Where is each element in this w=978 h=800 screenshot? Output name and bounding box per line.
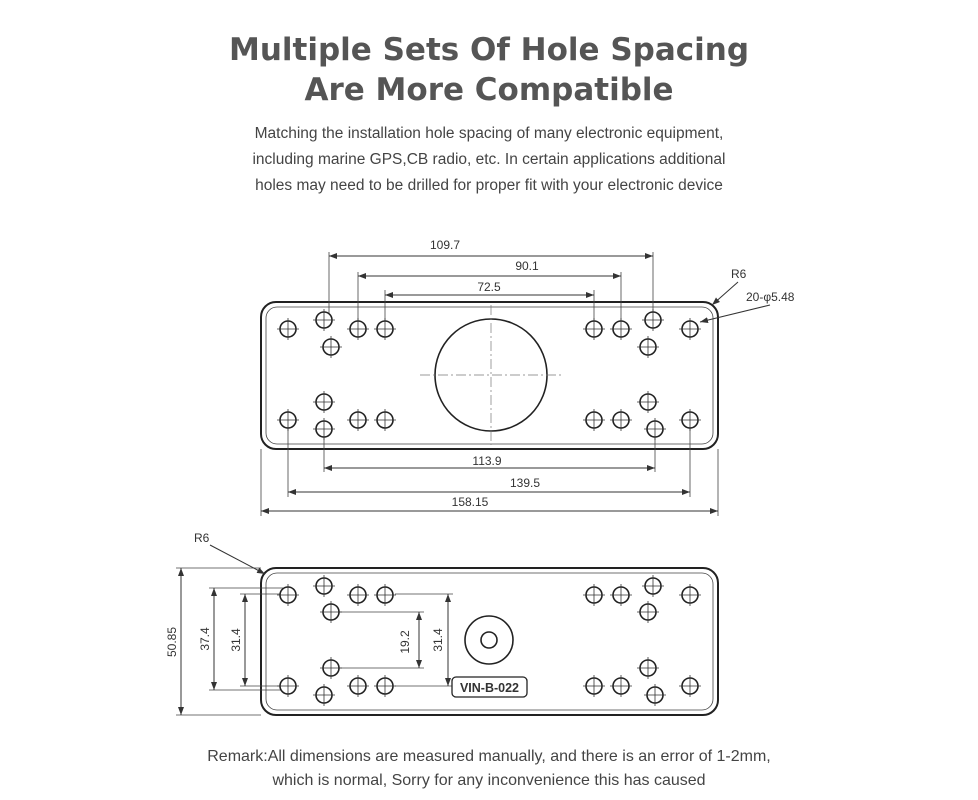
dim-37-4: 37.4 xyxy=(198,627,212,651)
dim-72-5: 72.5 xyxy=(477,280,501,294)
dim-113-9: 113.9 xyxy=(472,454,502,468)
dim-139-5: 139.5 xyxy=(509,476,541,490)
description-line-2: including marine GPS,CB radio, etc. In certain applications additional xyxy=(252,151,726,168)
top-hole-label: 20-φ5.48 xyxy=(746,290,795,304)
dim-50-85: 50.85 xyxy=(165,626,179,658)
dim-90-1: 90.1 xyxy=(515,259,539,273)
description-line-3: holes may need to be drilled for proper fit with your electronic device xyxy=(255,177,723,194)
side-view-drawing xyxy=(165,531,718,715)
title-line-2: Are More Compatible xyxy=(304,72,674,108)
model-label: VIN-B-022 xyxy=(459,681,520,695)
top-radius-label: R6 xyxy=(731,267,747,281)
dim-31-4-right: 31.4 xyxy=(431,628,445,652)
title-line-1: Multiple Sets Of Hole Spacing xyxy=(228,32,750,68)
dim-109-7: 109.7 xyxy=(429,238,461,252)
remark-line-1: Remark:All dimensions are measured manually, and there is an error of 1-2mm, xyxy=(207,748,771,765)
dim-158-15: 158.15 xyxy=(451,495,489,509)
top-view-drawing xyxy=(261,238,795,516)
dim-31-4-left: 31.4 xyxy=(229,628,243,652)
remark-line-2: which is normal, Sorry for any inconvenience this has caused xyxy=(272,772,706,789)
bottom-radius-label: R6 xyxy=(194,531,210,545)
dim-19-2: 19.2 xyxy=(398,630,412,654)
description-line-1: Matching the installation hole spacing of many electronic equipment, xyxy=(254,125,724,142)
center-boss-inner xyxy=(481,632,497,648)
